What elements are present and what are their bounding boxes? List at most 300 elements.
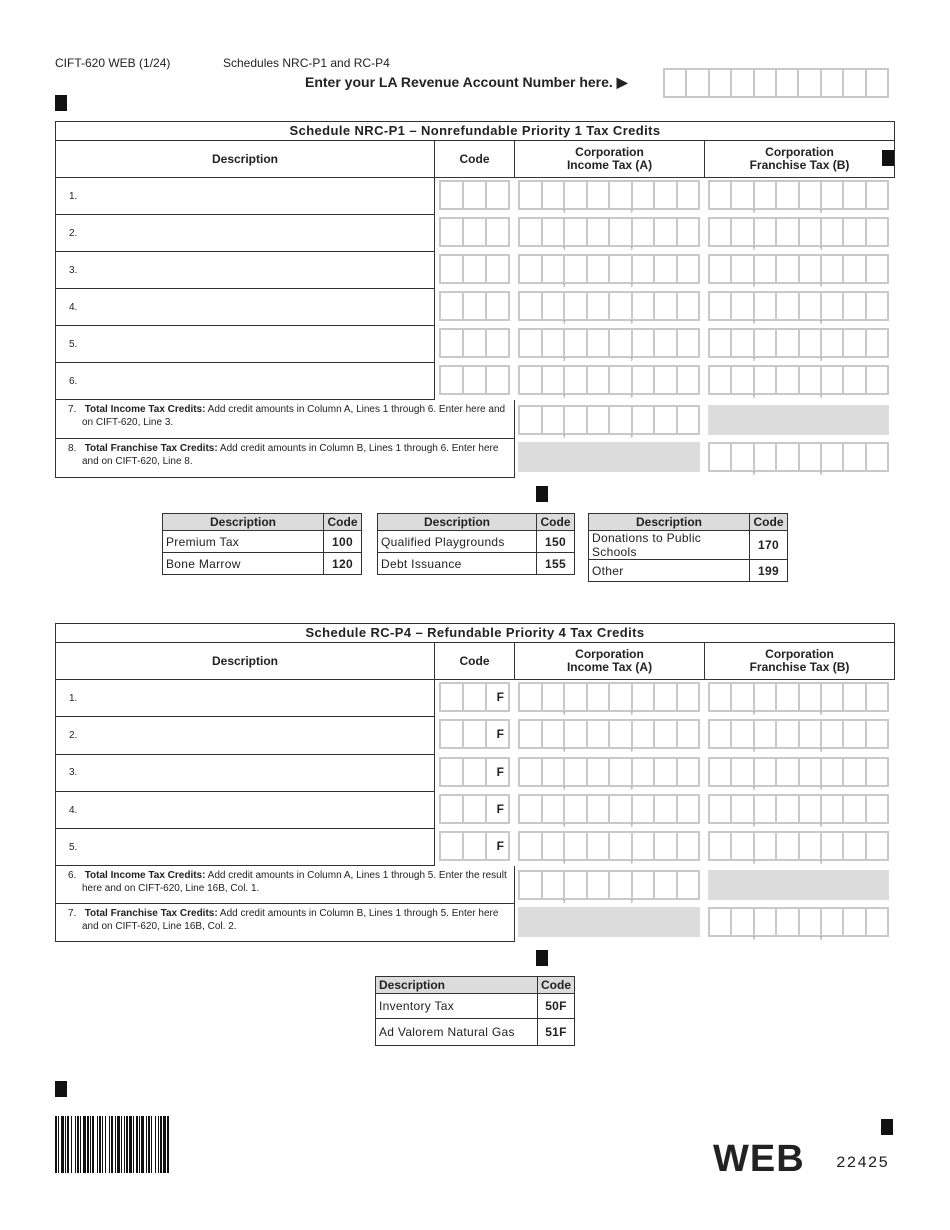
nrc-p1-line-1-income-field[interactable]: [518, 180, 700, 210]
input-box[interactable]: [441, 219, 464, 245]
input-box[interactable]: [732, 684, 754, 710]
input-box[interactable]: [441, 796, 464, 822]
nrc-p1-line-1-description[interactable]: [55, 178, 435, 215]
input-box[interactable]: [800, 330, 822, 356]
input-box[interactable]: [732, 330, 754, 356]
nrc-p1-line-1-franchise-field[interactable]: [708, 180, 889, 210]
input-box[interactable]: [732, 182, 754, 208]
input-box[interactable]: [520, 833, 543, 859]
input-box[interactable]: [800, 833, 822, 859]
input-box[interactable]: [520, 330, 543, 356]
input-box[interactable]: [464, 219, 487, 245]
input-box[interactable]: [678, 872, 699, 898]
input-box[interactable]: [610, 219, 633, 245]
rc-p4-line-3-franchise-field[interactable]: [708, 757, 889, 787]
input-box[interactable]: [610, 256, 633, 282]
input-box[interactable]: [710, 219, 732, 245]
input-box[interactable]: [822, 70, 844, 96]
input-box[interactable]: [867, 721, 887, 747]
rc-p4-line-1-description[interactable]: [55, 680, 435, 717]
input-box[interactable]: [441, 759, 464, 785]
input-box[interactable]: [822, 219, 844, 245]
input-box[interactable]: [487, 759, 508, 785]
input-box[interactable]: [520, 182, 543, 208]
input-box[interactable]: [633, 219, 656, 245]
input-box[interactable]: [732, 70, 754, 96]
input-box[interactable]: [565, 407, 588, 433]
nrc-p1-line-5-income-field[interactable]: [518, 328, 700, 358]
rc-p4-line-2-income-field[interactable]: [518, 719, 700, 749]
input-box[interactable]: [588, 684, 611, 710]
input-box[interactable]: [844, 909, 866, 935]
input-box[interactable]: [543, 293, 566, 319]
input-box[interactable]: [543, 872, 566, 898]
nrc-p1-line-6-franchise-field[interactable]: [708, 365, 889, 395]
nrc-p1-line-3-code-field[interactable]: [439, 254, 510, 284]
input-box[interactable]: [487, 182, 508, 208]
nrc-p1-line-2-description[interactable]: [55, 215, 435, 252]
input-box[interactable]: [665, 70, 687, 96]
input-box[interactable]: [732, 909, 754, 935]
input-box[interactable]: [710, 684, 732, 710]
input-box[interactable]: [777, 796, 799, 822]
input-box[interactable]: [610, 872, 633, 898]
input-box[interactable]: [844, 684, 866, 710]
input-box[interactable]: [520, 407, 543, 433]
input-box[interactable]: [588, 407, 611, 433]
input-box[interactable]: [441, 684, 464, 710]
input-box[interactable]: [610, 367, 633, 393]
input-box[interactable]: [633, 367, 656, 393]
input-box[interactable]: [822, 684, 844, 710]
input-box[interactable]: [464, 684, 487, 710]
input-box[interactable]: [822, 293, 844, 319]
input-box[interactable]: [543, 182, 566, 208]
input-box[interactable]: [610, 293, 633, 319]
input-box[interactable]: [755, 759, 777, 785]
input-box[interactable]: [633, 293, 656, 319]
input-box[interactable]: [543, 796, 566, 822]
input-box[interactable]: [520, 256, 543, 282]
input-box[interactable]: [565, 759, 588, 785]
input-box[interactable]: [520, 293, 543, 319]
input-box[interactable]: [710, 367, 732, 393]
input-box[interactable]: [867, 293, 887, 319]
rc-p4-line-3-code-field[interactable]: [439, 757, 510, 787]
input-box[interactable]: [633, 833, 656, 859]
input-box[interactable]: [565, 256, 588, 282]
input-box[interactable]: [777, 182, 799, 208]
input-box[interactable]: [800, 909, 822, 935]
input-box[interactable]: [800, 759, 822, 785]
nrc-p1-line-2-franchise-field[interactable]: [708, 217, 889, 247]
input-box[interactable]: [610, 721, 633, 747]
input-box[interactable]: [822, 759, 844, 785]
input-box[interactable]: [800, 219, 822, 245]
rc-p4-line-4-franchise-field[interactable]: [708, 794, 889, 824]
input-box[interactable]: [822, 796, 844, 822]
input-box[interactable]: [800, 684, 822, 710]
input-box[interactable]: [655, 256, 678, 282]
input-box[interactable]: [710, 330, 732, 356]
input-box[interactable]: [520, 219, 543, 245]
rc-p4-line-2-description[interactable]: [55, 717, 435, 754]
input-box[interactable]: [543, 367, 566, 393]
input-box[interactable]: [487, 721, 508, 747]
input-box[interactable]: [487, 256, 508, 282]
input-box[interactable]: [610, 684, 633, 710]
input-box[interactable]: [777, 70, 799, 96]
input-box[interactable]: [732, 219, 754, 245]
input-box[interactable]: [867, 367, 887, 393]
input-box[interactable]: [678, 256, 699, 282]
input-box[interactable]: [588, 721, 611, 747]
input-box[interactable]: [822, 833, 844, 859]
input-box[interactable]: [678, 833, 699, 859]
input-box[interactable]: [800, 444, 822, 470]
input-box[interactable]: [822, 367, 844, 393]
input-box[interactable]: [655, 721, 678, 747]
input-box[interactable]: [655, 796, 678, 822]
input-box[interactable]: [487, 833, 508, 859]
input-box[interactable]: [844, 182, 866, 208]
input-box[interactable]: [565, 684, 588, 710]
nrc-p1-line-5-franchise-field[interactable]: [708, 328, 889, 358]
rc-p4-line-1-code-field[interactable]: [439, 682, 510, 712]
nrc-p1-line7-income-field[interactable]: [518, 405, 700, 435]
input-box[interactable]: [655, 293, 678, 319]
input-box[interactable]: [755, 330, 777, 356]
input-box[interactable]: [464, 796, 487, 822]
nrc-p1-line-6-code-field[interactable]: [439, 365, 510, 395]
nrc-p1-line-4-code-field[interactable]: [439, 291, 510, 321]
input-box[interactable]: [755, 219, 777, 245]
rc-p4-line-1-income-field[interactable]: [518, 682, 700, 712]
input-box[interactable]: [822, 330, 844, 356]
input-box[interactable]: [610, 833, 633, 859]
input-box[interactable]: [655, 872, 678, 898]
input-box[interactable]: [441, 182, 464, 208]
input-box[interactable]: [777, 367, 799, 393]
input-box[interactable]: [732, 759, 754, 785]
input-box[interactable]: [588, 759, 611, 785]
input-box[interactable]: [565, 219, 588, 245]
nrc-p1-line-4-description[interactable]: [55, 289, 435, 326]
nrc-p1-line-2-income-field[interactable]: [518, 217, 700, 247]
input-box[interactable]: [800, 721, 822, 747]
input-box[interactable]: [867, 759, 887, 785]
input-box[interactable]: [588, 833, 611, 859]
input-box[interactable]: [441, 330, 464, 356]
input-box[interactable]: [844, 70, 866, 96]
input-box[interactable]: [655, 684, 678, 710]
input-box[interactable]: [844, 293, 866, 319]
input-box[interactable]: [633, 256, 656, 282]
input-box[interactable]: [800, 796, 822, 822]
input-box[interactable]: [464, 833, 487, 859]
input-box[interactable]: [732, 444, 754, 470]
input-box[interactable]: [441, 293, 464, 319]
input-box[interactable]: [732, 796, 754, 822]
nrc-p1-line-6-description[interactable]: [55, 363, 435, 400]
input-box[interactable]: [710, 70, 732, 96]
nrc-p1-line-6-income-field[interactable]: [518, 365, 700, 395]
input-box[interactable]: [710, 833, 732, 859]
input-box[interactable]: [867, 796, 887, 822]
input-box[interactable]: [520, 759, 543, 785]
input-box[interactable]: [799, 70, 821, 96]
account-number-field[interactable]: [663, 68, 889, 98]
input-box[interactable]: [633, 407, 656, 433]
input-box[interactable]: [543, 330, 566, 356]
input-box[interactable]: [844, 256, 866, 282]
input-box[interactable]: [867, 444, 887, 470]
input-box[interactable]: [867, 182, 887, 208]
input-box[interactable]: [844, 833, 866, 859]
input-box[interactable]: [732, 833, 754, 859]
input-box[interactable]: [710, 721, 732, 747]
input-box[interactable]: [755, 367, 777, 393]
input-box[interactable]: [777, 219, 799, 245]
input-box[interactable]: [655, 407, 678, 433]
input-box[interactable]: [687, 70, 709, 96]
input-box[interactable]: [464, 330, 487, 356]
input-box[interactable]: [800, 256, 822, 282]
input-box[interactable]: [520, 367, 543, 393]
input-box[interactable]: [867, 219, 887, 245]
input-box[interactable]: [487, 330, 508, 356]
input-box[interactable]: [777, 293, 799, 319]
input-box[interactable]: [755, 684, 777, 710]
input-box[interactable]: [710, 444, 732, 470]
input-box[interactable]: [565, 721, 588, 747]
rc-p4-line-2-code-field[interactable]: [439, 719, 510, 749]
input-box[interactable]: [755, 256, 777, 282]
input-box[interactable]: [543, 833, 566, 859]
input-box[interactable]: [822, 444, 844, 470]
nrc-p1-line-2-code-field[interactable]: [439, 217, 510, 247]
input-box[interactable]: [844, 759, 866, 785]
input-box[interactable]: [565, 293, 588, 319]
input-box[interactable]: [520, 872, 543, 898]
nrc-p1-line-3-description[interactable]: [55, 252, 435, 289]
input-box[interactable]: [610, 182, 633, 208]
input-box[interactable]: [678, 759, 699, 785]
rc-p4-line-4-income-field[interactable]: [518, 794, 700, 824]
input-box[interactable]: [633, 182, 656, 208]
input-box[interactable]: [777, 256, 799, 282]
input-box[interactable]: [655, 367, 678, 393]
input-box[interactable]: [655, 833, 678, 859]
input-box[interactable]: [565, 182, 588, 208]
input-box[interactable]: [732, 256, 754, 282]
input-box[interactable]: [520, 684, 543, 710]
input-box[interactable]: [464, 182, 487, 208]
input-box[interactable]: [633, 796, 656, 822]
rc-p4-line6-income-field[interactable]: [518, 870, 700, 900]
input-box[interactable]: [588, 256, 611, 282]
input-box[interactable]: [655, 330, 678, 356]
input-box[interactable]: [610, 796, 633, 822]
input-box[interactable]: [487, 293, 508, 319]
input-box[interactable]: [755, 833, 777, 859]
input-box[interactable]: [777, 721, 799, 747]
nrc-p1-line-1-code-field[interactable]: [439, 180, 510, 210]
input-box[interactable]: [464, 367, 487, 393]
input-box[interactable]: [633, 330, 656, 356]
input-box[interactable]: [777, 909, 799, 935]
input-box[interactable]: [588, 367, 611, 393]
input-box[interactable]: [710, 759, 732, 785]
input-box[interactable]: [822, 909, 844, 935]
input-box[interactable]: [543, 684, 566, 710]
input-box[interactable]: [844, 721, 866, 747]
rc-p4-line-5-income-field[interactable]: [518, 831, 700, 861]
input-box[interactable]: [800, 182, 822, 208]
input-box[interactable]: [800, 293, 822, 319]
input-box[interactable]: [867, 256, 887, 282]
input-box[interactable]: [487, 796, 508, 822]
input-box[interactable]: [678, 182, 699, 208]
input-box[interactable]: [710, 796, 732, 822]
input-box[interactable]: [588, 219, 611, 245]
input-box[interactable]: [867, 684, 887, 710]
input-box[interactable]: [867, 330, 887, 356]
input-box[interactable]: [755, 182, 777, 208]
rc-p4-line-5-code-field[interactable]: [439, 831, 510, 861]
input-box[interactable]: [520, 796, 543, 822]
input-box[interactable]: [755, 444, 777, 470]
input-box[interactable]: [588, 293, 611, 319]
input-box[interactable]: [543, 759, 566, 785]
input-box[interactable]: [822, 721, 844, 747]
rc-p4-line-1-franchise-field[interactable]: [708, 682, 889, 712]
input-box[interactable]: [565, 796, 588, 822]
input-box[interactable]: [710, 182, 732, 208]
input-box[interactable]: [822, 182, 844, 208]
input-box[interactable]: [588, 182, 611, 208]
input-box[interactable]: [520, 721, 543, 747]
rc-p4-line-2-franchise-field[interactable]: [708, 719, 889, 749]
input-box[interactable]: [844, 219, 866, 245]
input-box[interactable]: [777, 330, 799, 356]
input-box[interactable]: [633, 721, 656, 747]
input-box[interactable]: [610, 330, 633, 356]
input-box[interactable]: [678, 721, 699, 747]
input-box[interactable]: [565, 367, 588, 393]
input-box[interactable]: [678, 407, 699, 433]
nrc-p1-line-4-income-field[interactable]: [518, 291, 700, 321]
input-box[interactable]: [655, 182, 678, 208]
rc-p4-line-4-code-field[interactable]: [439, 794, 510, 824]
input-box[interactable]: [565, 833, 588, 859]
input-box[interactable]: [755, 796, 777, 822]
input-box[interactable]: [441, 256, 464, 282]
input-box[interactable]: [710, 909, 732, 935]
input-box[interactable]: [678, 330, 699, 356]
input-box[interactable]: [777, 833, 799, 859]
input-box[interactable]: [633, 872, 656, 898]
input-box[interactable]: [565, 330, 588, 356]
input-box[interactable]: [844, 330, 866, 356]
rc-p4-line-3-income-field[interactable]: [518, 757, 700, 787]
input-box[interactable]: [678, 367, 699, 393]
input-box[interactable]: [678, 796, 699, 822]
nrc-p1-line-5-code-field[interactable]: [439, 328, 510, 358]
rc-p4-line-5-franchise-field[interactable]: [708, 831, 889, 861]
input-box[interactable]: [732, 721, 754, 747]
input-box[interactable]: [755, 909, 777, 935]
input-box[interactable]: [610, 759, 633, 785]
input-box[interactable]: [543, 407, 566, 433]
input-box[interactable]: [710, 293, 732, 319]
input-box[interactable]: [710, 256, 732, 282]
rc-p4-line-5-description[interactable]: [55, 829, 435, 866]
input-box[interactable]: [800, 367, 822, 393]
rc-p4-line-4-description[interactable]: [55, 792, 435, 829]
input-box[interactable]: [777, 684, 799, 710]
input-box[interactable]: [844, 444, 866, 470]
input-box[interactable]: [441, 833, 464, 859]
input-box[interactable]: [588, 872, 611, 898]
input-box[interactable]: [543, 721, 566, 747]
input-box[interactable]: [610, 407, 633, 433]
input-box[interactable]: [633, 759, 656, 785]
nrc-p1-line-3-income-field[interactable]: [518, 254, 700, 284]
input-box[interactable]: [678, 684, 699, 710]
input-box[interactable]: [464, 293, 487, 319]
input-box[interactable]: [633, 684, 656, 710]
input-box[interactable]: [464, 721, 487, 747]
input-box[interactable]: [844, 367, 866, 393]
nrc-p1-line-3-franchise-field[interactable]: [708, 254, 889, 284]
input-box[interactable]: [678, 219, 699, 245]
input-box[interactable]: [441, 367, 464, 393]
input-box[interactable]: [867, 909, 887, 935]
input-box[interactable]: [867, 833, 887, 859]
input-box[interactable]: [464, 256, 487, 282]
input-box[interactable]: [678, 293, 699, 319]
input-box[interactable]: [844, 796, 866, 822]
rc-p4-line7-franchise-field[interactable]: [708, 907, 889, 937]
rc-p4-line-3-description[interactable]: [55, 755, 435, 792]
input-box[interactable]: [777, 759, 799, 785]
input-box[interactable]: [487, 684, 508, 710]
input-box[interactable]: [487, 219, 508, 245]
input-box[interactable]: [487, 367, 508, 393]
nrc-p1-line-5-description[interactable]: [55, 326, 435, 363]
input-box[interactable]: [565, 872, 588, 898]
input-box[interactable]: [464, 759, 487, 785]
input-box[interactable]: [755, 293, 777, 319]
input-box[interactable]: [755, 70, 777, 96]
input-box[interactable]: [867, 70, 887, 96]
input-box[interactable]: [441, 721, 464, 747]
input-box[interactable]: [655, 219, 678, 245]
input-box[interactable]: [588, 796, 611, 822]
input-box[interactable]: [655, 759, 678, 785]
input-box[interactable]: [732, 293, 754, 319]
input-box[interactable]: [543, 219, 566, 245]
input-box[interactable]: [543, 256, 566, 282]
nrc-p1-line-4-franchise-field[interactable]: [708, 291, 889, 321]
input-box[interactable]: [732, 367, 754, 393]
input-box[interactable]: [755, 721, 777, 747]
input-box[interactable]: [588, 330, 611, 356]
input-box[interactable]: [822, 256, 844, 282]
input-box[interactable]: [777, 444, 799, 470]
nrc-p1-line8-franchise-field[interactable]: [708, 442, 889, 472]
